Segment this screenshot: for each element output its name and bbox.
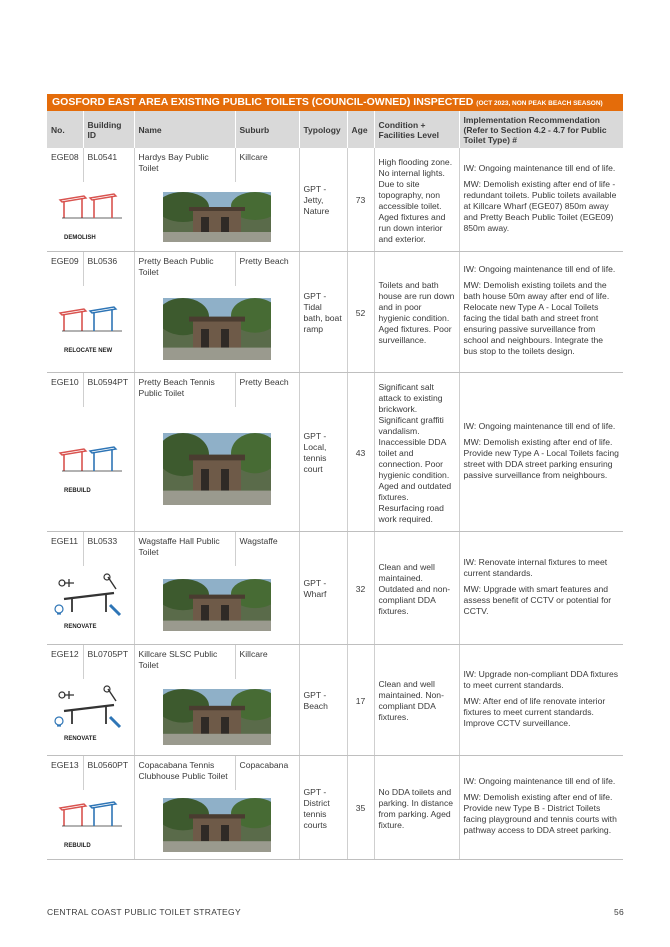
cell-suburb: Pretty Beach	[235, 252, 299, 287]
page-number: 56	[613, 907, 624, 917]
cell-age: 17	[347, 645, 374, 756]
cell-condition: Toilets and bath house are run down and in poor hygienic condition. Aged fixtures. Poor surveillance.	[374, 252, 459, 373]
col-building-id: Building ID	[83, 111, 134, 148]
cell-no: EGE13	[47, 756, 83, 791]
cell-condition: High flooding zone. No internal lights. Due to site topography, non accessible toilet. Aged fixtures and run down interior and exterior.	[374, 148, 459, 252]
cell-diagram	[47, 566, 134, 645]
table-row	[47, 532, 623, 567]
cell-building-id: BL0536	[83, 252, 134, 287]
cell-no: EGE11	[47, 532, 83, 567]
col-no: No.	[47, 111, 83, 148]
mw-text: MW: Demolish existing toilets and the bath house 50m away after end of life. Relocate new Type A - Local Toilets facing the tidal bath and street front ensuring passive surveillance from school and neighbours. Integrate the bus stop to the toilets design.	[463, 280, 610, 356]
mw-text: MW: Upgrade with smart features and assess benefit of CCTV or potential for CCTV.	[463, 583, 612, 616]
toilet-photo	[163, 433, 271, 505]
cell-photo	[134, 286, 299, 373]
mw-text: MW: After end of life renovate interior fixtures to meet current standards. Improve CCTV surveillance.	[463, 695, 606, 728]
toilet-photo	[163, 579, 271, 631]
cell-age: 73	[347, 148, 374, 252]
header-row	[47, 111, 623, 148]
cell-building-id: BL0533	[83, 532, 134, 567]
iw-text: IW: Ongoing maintenance till end of life.	[463, 420, 616, 431]
cell-photo	[134, 790, 299, 860]
action-label: RENOVATE	[64, 735, 97, 742]
action-label: RENOVATE	[64, 623, 97, 630]
action-label: RELOCATE NEW	[64, 347, 113, 354]
cell-age: 43	[347, 373, 374, 532]
cell-condition: Clean and well maintained. Outdated and non-compliant DDA fixtures.	[374, 532, 459, 645]
cell-typology: GPT - Tidal bath, boat ramp	[299, 252, 347, 373]
cell-photo	[134, 407, 299, 532]
action-diagram-icon	[50, 184, 128, 246]
iw-text: IW: Renovate internal fixtures to meet current standards.	[463, 556, 608, 578]
footer-title: CENTRAL COAST PUBLIC TOILET STRATEGY	[47, 907, 241, 917]
iw-text: IW: Ongoing maintenance till end of life.	[463, 264, 616, 274]
iw-text: IW: Ongoing maintenance till end of life.	[463, 776, 616, 786]
cell-recommendation	[459, 148, 623, 252]
cell-suburb: Killcare	[235, 148, 299, 182]
action-diagram-icon	[50, 437, 128, 499]
action-label: REBUILD	[64, 487, 91, 494]
action-diagram-icon	[50, 792, 128, 854]
cell-no: EGE10	[47, 373, 83, 408]
iw-text: IW: Upgrade non-compliant DDA fixtures to meet current standards.	[463, 668, 619, 690]
action-label: DEMOLISH	[64, 235, 96, 241]
toilet-photo	[163, 689, 271, 745]
cell-suburb: Copacabana	[235, 756, 299, 791]
cell-typology: GPT - Local, tennis court	[299, 373, 347, 532]
cell-recommendation	[459, 645, 623, 756]
cell-suburb: Wagstaffe	[235, 532, 299, 567]
toilet-photo	[163, 192, 271, 242]
action-diagram-icon	[50, 685, 128, 747]
cell-condition: Significant salt attack to existing brickwork. Significant graffiti vandalism. Inaccessible DDA toilet and connection. Poor hygienic condition. Aged and outdated fixtures. Resurfacing road work required.	[374, 373, 459, 532]
col-age: Age	[347, 111, 374, 148]
cell-name: Pretty Beach Tennis Public Toilet	[134, 373, 235, 408]
cell-name: Wagstaffe Hall Public Toilet	[134, 532, 235, 567]
cell-diagram	[47, 790, 134, 860]
cell-building-id: BL0560PT	[83, 756, 134, 791]
cell-recommendation	[459, 532, 623, 645]
cell-building-id: BL0705PT	[83, 645, 134, 680]
action-label: REBUILD	[64, 843, 91, 849]
table-row	[47, 645, 623, 680]
cell-photo	[134, 566, 299, 645]
cell-age: 32	[347, 532, 374, 645]
col-typology: Typology	[299, 111, 347, 148]
mw-text: MW: Demolish existing after end of life. Provide new Type B - District Toilets facing playground and tennis courts with pathway access to DDA street parking.	[463, 792, 617, 835]
cell-age: 35	[347, 756, 374, 860]
col-recommendation: Implementation Recommendation (Refer to Section 4.2 - 4.7 for Public Toilet Type) #	[459, 111, 623, 148]
cell-typology: GPT - Wharf	[299, 532, 347, 645]
iw-text: IW: Ongoing maintenance till end of life.	[463, 162, 616, 173]
cell-no: EGE12	[47, 645, 83, 680]
table-title: GOSFORD EAST AREA EXISTING PUBLIC TOILETS (COUNCIL-OWNED) INSPECTED	[52, 96, 474, 108]
toilets-table	[47, 111, 623, 860]
cell-age: 52	[347, 252, 374, 373]
cell-suburb: Pretty Beach	[235, 373, 299, 408]
col-condition: Condition + Facilities Level	[374, 111, 459, 148]
table-title-band	[47, 94, 623, 111]
table-row	[47, 373, 623, 408]
table-row	[47, 148, 623, 182]
cell-typology: GPT - District tennis courts	[299, 756, 347, 860]
cell-photo	[134, 182, 299, 252]
toilet-photo	[163, 798, 271, 852]
mw-text: MW: Demolish existing after end of life. Provide new Type A - Local Toilets facing street with DDA street parking ensuring passive surveillance from neighbours.	[463, 436, 619, 480]
table-title-note: (OCT 2023, NON PEAK BEACH SEASON)	[476, 100, 603, 107]
cell-name: Copacabana Tennis Clubhouse Public Toilet	[134, 756, 235, 791]
toilet-photo	[163, 298, 271, 360]
cell-name: Pretty Beach Public Toilet	[134, 252, 235, 287]
action-diagram-icon	[50, 573, 128, 635]
table-row	[47, 252, 623, 287]
cell-building-id: BL0541	[83, 148, 134, 182]
cell-no: EGE08	[47, 148, 83, 182]
cell-name: Hardys Bay Public Toilet	[134, 148, 235, 182]
cell-condition: Clean and well maintained. Non-compliant DDA fixtures.	[374, 645, 459, 756]
cell-no: EGE09	[47, 252, 83, 287]
cell-suburb: Killcare	[235, 645, 299, 680]
cell-typology: GPT - Jetty, Nature	[299, 148, 347, 252]
cell-recommendation	[459, 252, 623, 373]
table-row	[47, 756, 623, 791]
cell-recommendation	[459, 373, 623, 532]
cell-diagram	[47, 286, 134, 373]
cell-diagram	[47, 182, 134, 252]
cell-name: Killcare SLSC Public Toilet	[134, 645, 235, 680]
cell-typology: GPT - Beach	[299, 645, 347, 756]
cell-diagram	[47, 679, 134, 756]
col-suburb: Suburb	[235, 111, 299, 148]
col-name: Name	[134, 111, 235, 148]
cell-condition: No DDA toilets and parking. In distance from parking. Aged fixture.	[374, 756, 459, 860]
cell-diagram	[47, 407, 134, 532]
cell-photo	[134, 679, 299, 756]
mw-text: MW: Demolish existing after end of life - redundant toilets. Public toilets available at Killcare Wharf (EGE07) 850m away and Pretty Beach Public Toilet (EGE09) 850m away.	[463, 178, 617, 233]
action-diagram-icon	[50, 297, 128, 359]
cell-recommendation	[459, 756, 623, 860]
cell-building-id: BL0594PT	[83, 373, 134, 408]
